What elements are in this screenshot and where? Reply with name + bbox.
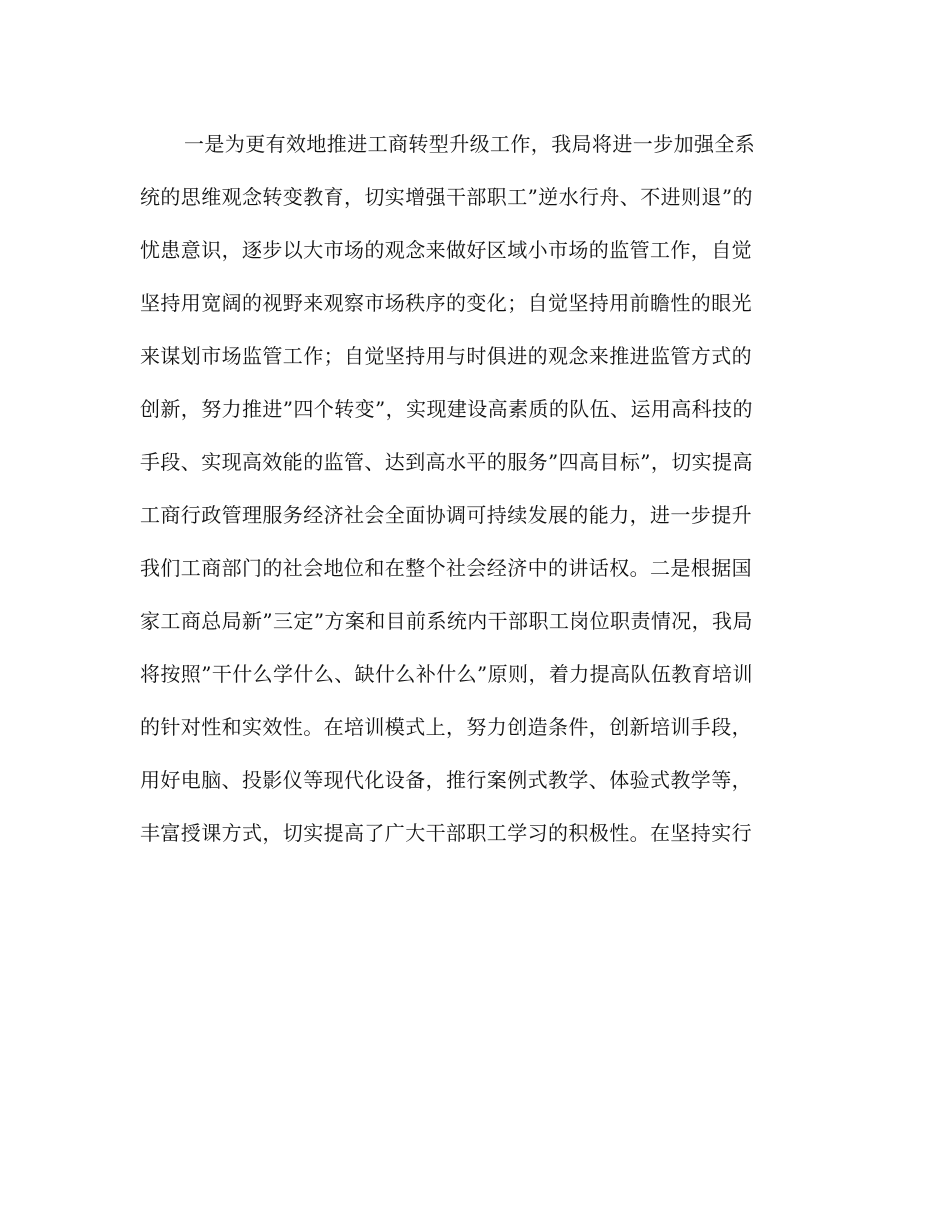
text-line: 工商行政管理服务经济社会全面协调可持续发展的能力，进一步提升	[140, 503, 752, 527]
text-line: 忧患意识，逐步以大市场的观念来做好区域小市场的监管工作，自觉	[140, 238, 752, 262]
text-line: 的针对性和实效性。在培训模式上，努力创造条件，创新培训手段，	[140, 715, 752, 739]
text-line: 我们工商部门的社会地位和在整个社会经济中的讲话权。二是根据国	[140, 556, 752, 580]
text-line: 家工商总局新”三定”方案和目前系统内干部职工岗位职责情况，我局	[140, 609, 753, 633]
paragraph	[140, 118, 840, 860]
text-line: 用好电脑、投影仪等现代化设备，推行案例式教学、体验式教学等，	[140, 768, 752, 792]
text-line: 一是为更有效地推进工商转型升级工作，我局将进一步加强全系	[184, 132, 756, 156]
text-line: 统的思维观念转变教育，切实增强干部职工”逆水行舟、不进则退”的	[140, 185, 753, 209]
text-line: 将按照”干什么学什么、缺什么补什么”原则，着力提高队伍教育培训	[140, 662, 753, 686]
text-line: 创新，努力推进”四个转变”，实现建设高素质的队伍、运用高科技的	[140, 397, 753, 421]
text-line: 坚持用宽阔的视野来观察市场秩序的变化；自觉坚持用前瞻性的眼光	[140, 291, 752, 315]
text-line: 丰富授课方式，切实提高了广大干部职工学习的积极性。在坚持实行	[140, 821, 752, 845]
text-line: 手段、实现高效能的监管、达到高水平的服务”四高目标”，切实提高	[140, 450, 753, 474]
text-line: 来谋划市场监管工作；自觉坚持用与时俱进的观念来推进监管方式的	[140, 344, 752, 368]
